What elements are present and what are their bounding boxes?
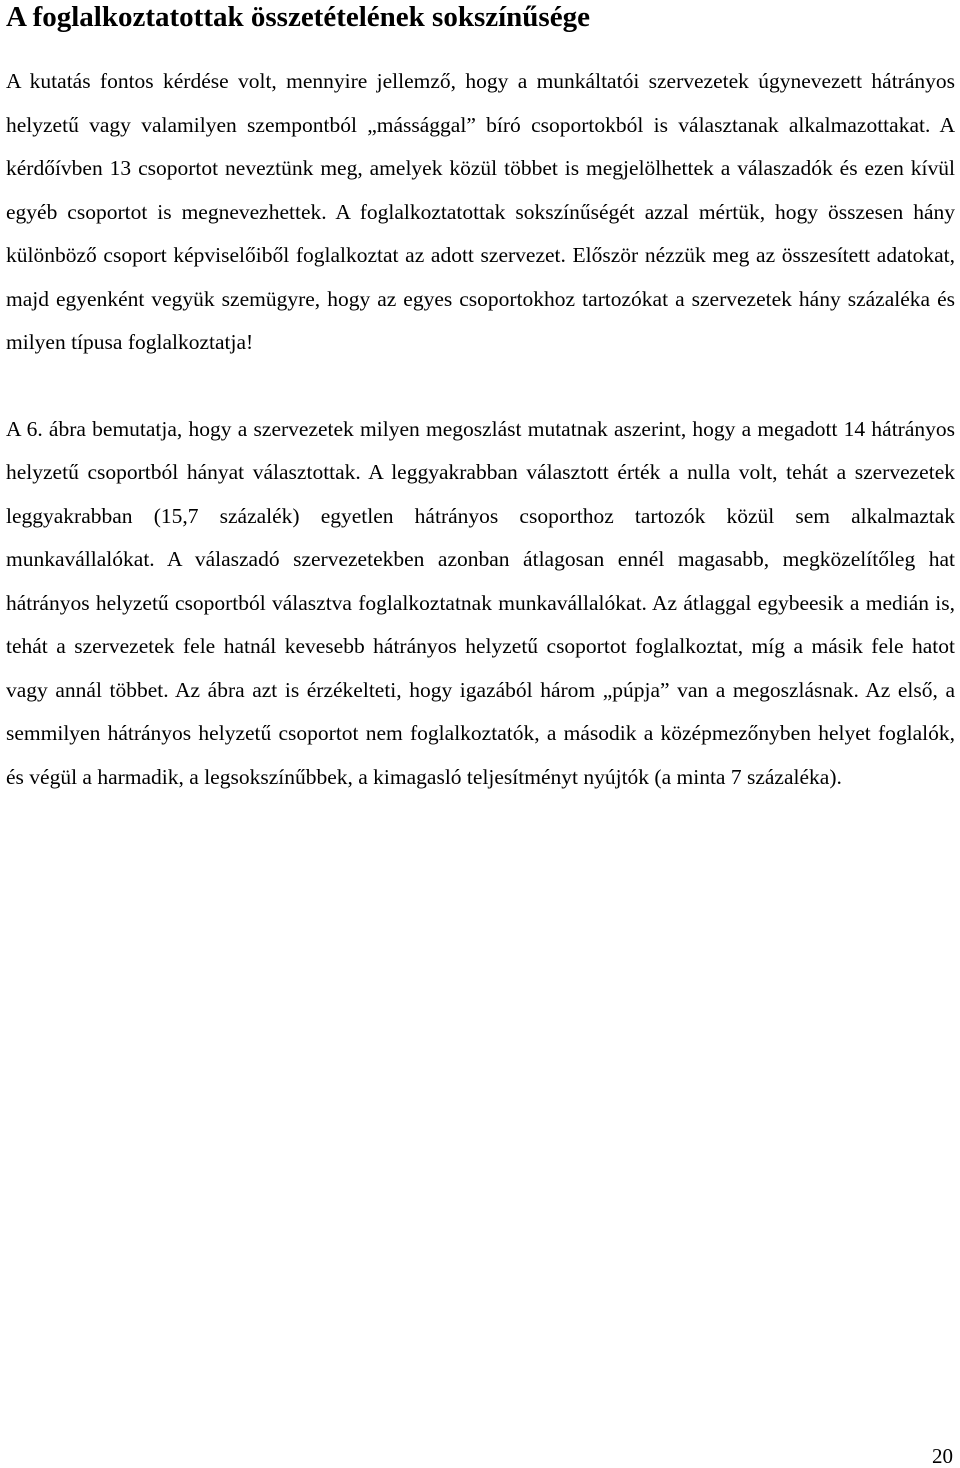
body-paragraph-2: A 6. ábra bemutatja, hogy a szervezetek milyen megoszlást mutatnak aszerint, hogy a megadott 14 hátrányos helyzetű csoportból hányat választottak. A leggyakrabban választott érték a nulla volt, tehát a szervezetek leggyakrabban (15,7 százalék) egyetlen hátrányos csoporthoz tartozók közül sem alkalmaztak munkavállalókat. A válaszadó szervezetekben azonban átlagosan ennél magasabb, megközelítőleg hat hátrányos helyzetű csoportból választva foglalkoztatnak munkavállalókat. Az átlaggal egybeesik a medián is, tehát a szervezetek fele hatnál kevesebb hátrányos helyzetű csoportot foglalkoztat, míg a másik fele hatot vagy annál többet. Az ábra azt is érzékelteti, hogy igazából három „púpja” van a megoszlásnak. Az első, a semmilyen hátrányos helyzetű csoportot nem foglalkoztatók, a második a középmezőnyben helyet foglalók, és végül a harmadik, a legsokszínűbbek, a kimagasló teljesítményt nyújtók (a minta 7 százaléka). — [6, 416, 955, 789]
section-heading: A foglalkoztatottak összetételének sokszínűsége — [6, 1, 590, 33]
body-paragraph-1: A kutatás fontos kérdése volt, mennyire jellemző, hogy a munkáltatói szervezetek úgynevezett hátrányos helyzetű vagy valamilyen szempontból „mássággal” bíró csoportokból is választanak alkalmazottakat. A kérdőívben 13 csoportot neveztünk meg, amelyek közül többet is megjelölhettek a válaszadók és ezen kívül egyéb csoportot is megnevezhettek. A foglalkoztatottak sokszínűségét azzal mértük, hogy összesen hány különböző csoport képviselőiből foglalkoztat az adott szervezet. Először nézzük meg az összesített adatokat, majd egyenként vegyük szemügyre, hogy az egyes csoportokhoz tartozókat a szervezetek hány százaléka és milyen típusa foglalkoztatja! — [6, 69, 955, 354]
page-number: 20 — [932, 1444, 953, 1468]
document-page — [6, 0, 955, 799]
